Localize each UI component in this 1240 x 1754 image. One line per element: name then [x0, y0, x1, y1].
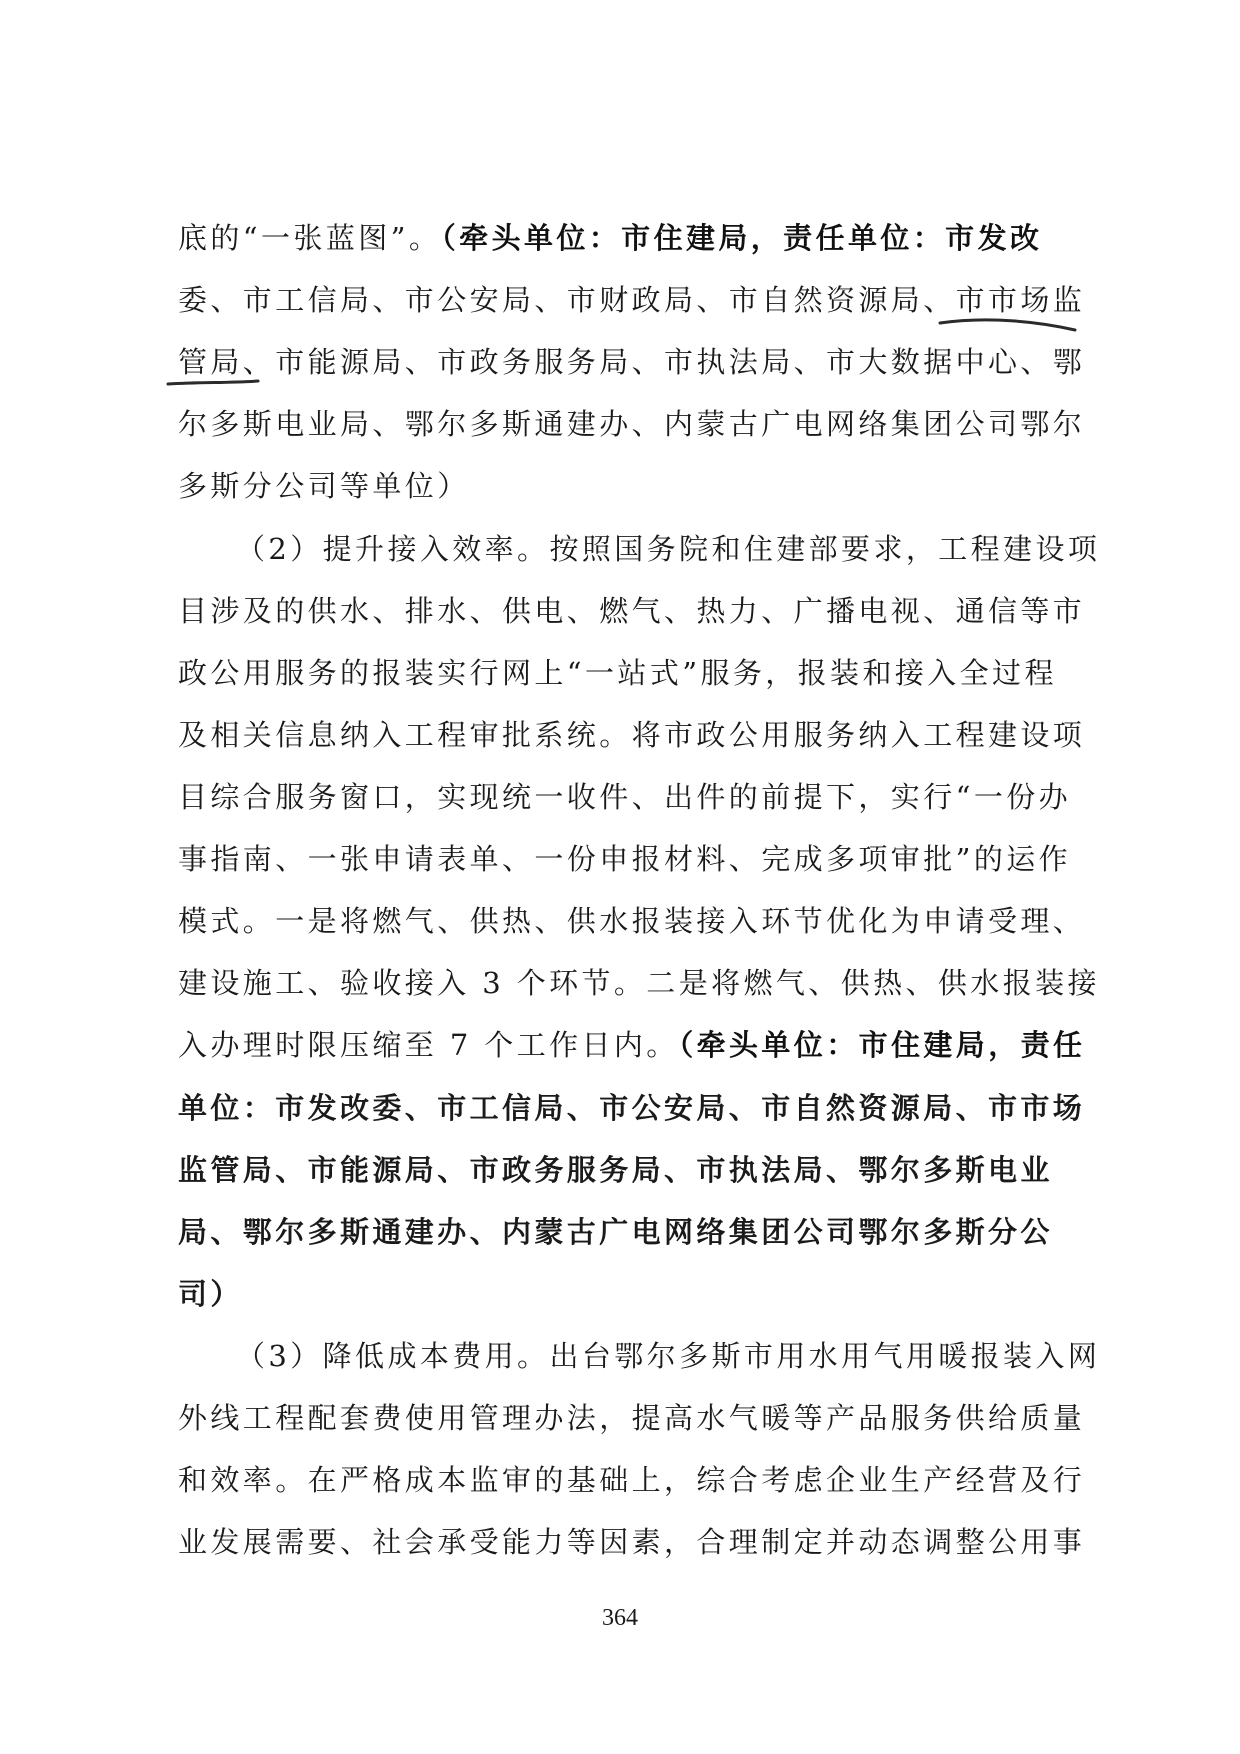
paragraph-3-line-2: 外线工程配套费使用管理办法，提高水气暖等产品服务供给质量 — [178, 1401, 1086, 1435]
paragraph-3-line-4: 业发展需要、社会承受能力等因素，合理制定并动态调整公用事 — [178, 1525, 1086, 1559]
paragraph-1-line-2: 委、市工信局、市公安局、市财政局、市自然资源局、市市场监 — [178, 283, 1086, 317]
paragraph-2-line-6: 事指南、一张申请表单、一份申报材料、完成多项审批”的运作 — [178, 842, 1072, 876]
paragraph-2-line-3: 政公用服务的报装实行网上“一站式”服务，报装和接入全过程 — [178, 656, 1057, 690]
paragraph-2-line-9-text: 入办理时限压缩至 7 个工作日内。 — [178, 1028, 679, 1062]
paragraph-1-line-4: 尔多斯电业局、鄂尔多斯通建办、内蒙古广电网络集团公司鄂尔 — [178, 407, 1086, 441]
paragraph-2-line-4: 及相关信息纳入工程审批系统。将市政公用服务纳入工程建设项 — [178, 718, 1086, 752]
paragraph-1-line-1-text: 底的“一张蓝图”。 — [178, 221, 442, 255]
paragraph-1-bracket-text: （牵头单位：市住建局，责任单位：市发改 — [441, 221, 1043, 255]
paragraph-2-line-11: 监管局、市能源局、市政务服务局、市执法局、鄂尔多斯电业 — [178, 1153, 1053, 1187]
paragraph-2-line-8: 建设施工、验收接入 3 个环节。二是将燃气、供热、供水报装接 — [178, 966, 1100, 1000]
paragraph-1-line-3: 管局、市能源局、市政务服务局、市执法局、市大数据中心、鄂 — [178, 345, 1086, 379]
paragraph-2-line-5: 目综合服务窗口，实现统一收件、出件的前提下，实行“一份办 — [178, 780, 1072, 814]
paragraph-2-line-12: 局、鄂尔多斯通建办、内蒙古广电网络集团公司鄂尔多斯分公 — [178, 1215, 1053, 1249]
paragraph-2-line-7: 模式。一是将燃气、供热、供水报装接入环节优化为申请受理、 — [178, 904, 1086, 938]
paragraph-2-line-10: 单位：市发改委、市工信局、市公安局、市自然资源局、市市场 — [178, 1091, 1086, 1125]
page-number: 364 — [602, 1605, 638, 1631]
paragraph-2-line-9 — [178, 1023, 1086, 1067]
paragraph-1-line-5: 多斯分公司等单位） — [178, 469, 470, 503]
paragraph-2-line-13: 司） — [178, 1277, 243, 1311]
paragraph-1-line-1 — [178, 216, 1083, 260]
paragraph-2-bracket-text: （牵头单位：市住建局，责任 — [678, 1028, 1086, 1062]
paragraph-3-line-1: （3）降低成本费用。出台鄂尔多斯市用水用气用暖报装入网 — [236, 1339, 1101, 1373]
paragraph-2-line-1: （2）提升接入效率。按照国务院和住建部要求，工程建设项 — [236, 532, 1101, 566]
paragraph-2-line-2: 目涉及的供水、排水、供电、燃气、热力、广播电视、通信等市 — [178, 594, 1086, 628]
paragraph-3-line-3: 和效率。在严格成本监审的基础上，综合考虑企业生产经营及行 — [178, 1463, 1086, 1497]
